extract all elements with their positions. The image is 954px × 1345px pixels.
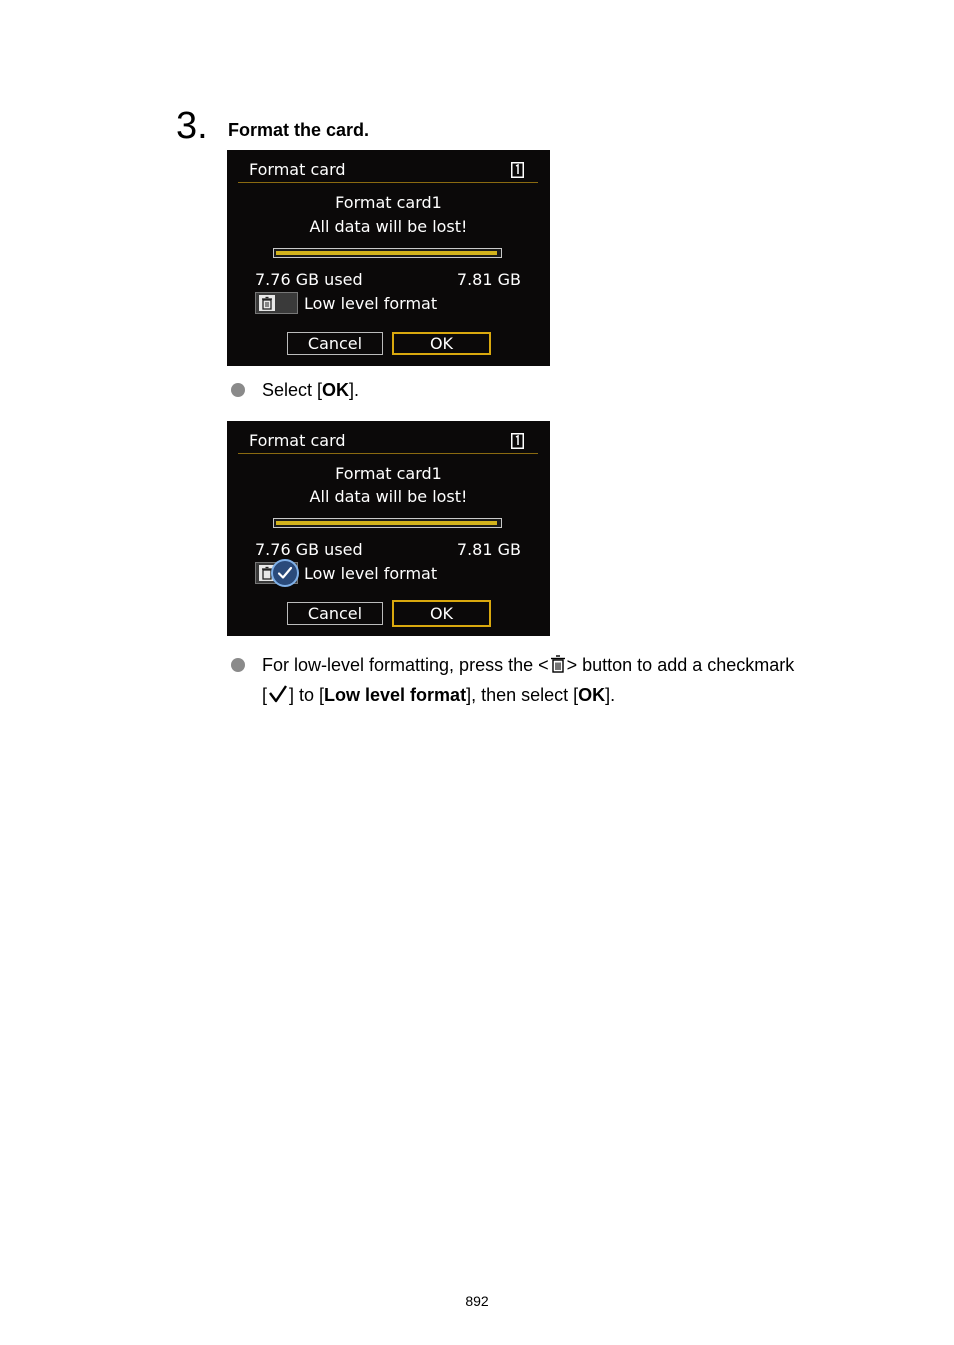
header-divider: [238, 182, 538, 183]
sd-card-icon: [511, 433, 524, 449]
screen-header: Format card: [249, 160, 346, 179]
card-usage-bar: [273, 248, 502, 258]
step-title: Format the card.: [228, 120, 370, 140]
sd-card-icon: [511, 162, 524, 178]
checkmark-icon: [267, 684, 289, 712]
low-level-format-reference: Low level format: [324, 685, 467, 705]
ok-reference: OK: [578, 685, 606, 705]
page-number: 892: [465, 1293, 489, 1309]
ok-reference: OK: [322, 380, 350, 400]
screen-header: Format card: [249, 431, 346, 450]
instruction-low-level-format: For low-level formatting, press the < > button to add a checkmark [ ] to [Low level format], then select [OK].: [262, 652, 862, 712]
bullet-marker: [231, 383, 245, 397]
format-message-title: Format card1: [335, 193, 442, 212]
camera-screen-2: [227, 421, 550, 636]
header-divider: [238, 453, 538, 454]
total-capacity: 7.81 GB: [456, 270, 521, 289]
format-message-title: Format card1: [335, 464, 442, 483]
bullet-marker: [231, 658, 245, 672]
low-level-format-label: Low level format: [304, 294, 438, 313]
used-capacity: 7.76 GB used: [255, 540, 363, 559]
card-usage-fill: [276, 251, 497, 255]
checkmark-icon: [271, 559, 299, 587]
ok-button[interactable]: OK: [392, 332, 491, 355]
format-warning: All data will be lost!: [309, 217, 468, 236]
format-warning: All data will be lost!: [309, 487, 468, 506]
camera-screen-1: [227, 150, 550, 366]
low-level-format-toggle[interactable]: [255, 292, 298, 314]
trash-icon: [259, 295, 275, 311]
total-capacity: 7.81 GB: [456, 540, 521, 559]
step-number: 3.: [176, 105, 208, 147]
instruction-select-ok: Select [OK].: [262, 380, 360, 400]
cancel-button[interactable]: Cancel: [287, 332, 383, 355]
card-usage-bar: [273, 518, 502, 528]
trash-icon: [549, 654, 567, 682]
card-usage-fill: [276, 521, 497, 525]
used-capacity: 7.76 GB used: [255, 270, 363, 289]
cancel-button[interactable]: Cancel: [287, 602, 383, 625]
ok-button[interactable]: OK: [392, 600, 491, 627]
low-level-format-label: Low level format: [304, 564, 438, 583]
